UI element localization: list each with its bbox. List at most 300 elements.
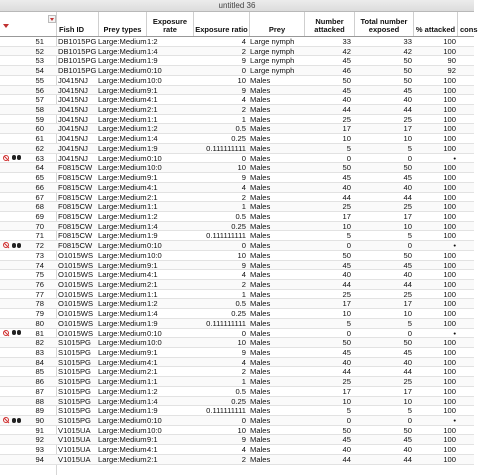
row-number[interactable]: 63	[35, 153, 44, 163]
cell-prey-types[interactable]: Large:Medium	[98, 299, 147, 309]
data-grid[interactable]	[0, 12, 478, 465]
cell-prey[interactable]: Males	[250, 163, 271, 173]
row-number[interactable]: 71	[35, 231, 44, 241]
cell-total-exposed[interactable]: 44	[403, 367, 412, 377]
cell-prey[interactable]: Males	[250, 454, 271, 464]
cell-exposure-ratio[interactable]: 2	[241, 367, 246, 377]
cell-exposure-ratio[interactable]: 10	[237, 250, 246, 260]
cell-pct-attacked[interactable]: 100	[443, 202, 456, 212]
cell-exposure-rate[interactable]: 0:10	[147, 416, 162, 426]
table-row[interactable]	[0, 426, 474, 436]
row-number[interactable]: 60	[35, 124, 44, 134]
cell-pct-attacked[interactable]: 100	[443, 435, 456, 445]
cell-prey[interactable]: Males	[250, 270, 271, 280]
cell-pct-attacked[interactable]: 100	[443, 348, 456, 357]
cell-exposure-rate[interactable]: 2:1	[147, 367, 158, 377]
cell-total-exposed[interactable]: 45	[403, 435, 412, 445]
cell-prey-types[interactable]: Large:Medium	[98, 318, 147, 328]
column-menu-icon[interactable]	[48, 15, 56, 23]
table-row[interactable]	[0, 367, 474, 377]
cell-exposure-ratio[interactable]: 10	[237, 425, 246, 435]
cell-number-attacked[interactable]: 10	[342, 134, 351, 144]
cell-prey[interactable]: Males	[250, 328, 271, 338]
cell-exposure-rate[interactable]: 1:4	[147, 396, 158, 406]
cell-number-attacked[interactable]: 5	[346, 406, 351, 416]
cell-fish-id[interactable]: F0815CW	[58, 182, 93, 192]
cell-prey-types[interactable]: Large:Medium	[98, 173, 147, 183]
cell-total-exposed[interactable]: 44	[403, 192, 412, 202]
table-row[interactable]	[0, 251, 474, 261]
cell-pct-attacked[interactable]: 100	[443, 309, 456, 319]
row-number[interactable]: 68	[35, 202, 44, 212]
cell-prey-types[interactable]: Large:Medium	[98, 250, 147, 260]
cell-fish-id[interactable]: DB1015PG	[58, 66, 97, 76]
cell-fish-id[interactable]: F0815CW	[58, 231, 93, 241]
cell-exposure-ratio[interactable]: 10	[237, 338, 246, 348]
cell-prey-types[interactable]: Large:Medium	[98, 182, 147, 192]
cell-total-exposed[interactable]: 0	[407, 153, 412, 163]
cell-total-exposed[interactable]: 50	[403, 250, 412, 260]
row-number[interactable]: 75	[35, 270, 44, 280]
cell-prey-types[interactable]: Large:Medium	[98, 134, 147, 144]
cell-total-exposed[interactable]: 17	[403, 124, 412, 134]
table-row[interactable]	[0, 115, 474, 125]
cell-total-exposed[interactable]: 5	[407, 143, 412, 153]
row-number[interactable]: 74	[35, 260, 44, 270]
cell-exposure-ratio[interactable]: 0.5	[235, 386, 246, 396]
cell-total-exposed[interactable]: 0	[407, 328, 412, 338]
row-number[interactable]: 83	[35, 348, 44, 357]
cell-prey-types[interactable]: Large:Medium	[98, 416, 147, 426]
cell-total-exposed[interactable]: 10	[403, 221, 412, 231]
cell-number-attacked[interactable]: 40	[342, 182, 351, 192]
cell-pct-attacked[interactable]: 100	[443, 173, 456, 183]
cell-prey[interactable]: Males	[250, 367, 271, 377]
cell-exposure-rate[interactable]: 1:9	[147, 318, 158, 328]
cell-pct-attacked[interactable]: 100	[443, 289, 456, 299]
cell-total-exposed[interactable]: 25	[403, 289, 412, 299]
cell-exposure-ratio[interactable]: 4	[241, 182, 246, 192]
table-row[interactable]	[0, 435, 474, 445]
cell-prey[interactable]: Large nymph	[250, 56, 295, 66]
cell-pct-attacked[interactable]: 100	[443, 250, 456, 260]
cell-exposure-ratio[interactable]: 0.25	[231, 134, 246, 144]
cell-total-exposed[interactable]: 50	[403, 163, 412, 173]
cell-pct-attacked[interactable]: 100	[443, 134, 456, 144]
cell-prey-types[interactable]: Large:Medium	[98, 95, 147, 105]
cell-fish-id[interactable]: J0415NJ	[58, 85, 88, 95]
cell-prey[interactable]: Males	[250, 85, 271, 95]
cell-number-attacked[interactable]: 17	[342, 211, 351, 221]
cell-number-attacked[interactable]: 10	[342, 309, 351, 319]
table-row[interactable]	[0, 445, 474, 455]
table-row[interactable]	[0, 37, 474, 47]
cell-prey-types[interactable]: Large:Medium	[98, 270, 147, 280]
cell-fish-id[interactable]: S1015PG	[58, 357, 91, 367]
cell-total-exposed[interactable]: 42	[403, 46, 412, 56]
cell-prey[interactable]: Males	[250, 377, 271, 387]
table-row[interactable]	[0, 299, 474, 309]
cell-exposure-rate[interactable]: 0:10	[147, 66, 162, 76]
cell-exposure-ratio[interactable]: 0.25	[231, 221, 246, 231]
cell-pct-attacked[interactable]: •	[453, 241, 456, 251]
table-row[interactable]	[0, 222, 474, 232]
cell-prey-types[interactable]: Large:Medium	[98, 289, 147, 299]
cell-total-exposed[interactable]: 25	[403, 202, 412, 212]
cell-number-attacked[interactable]: 44	[342, 454, 351, 464]
cell-prey[interactable]: Males	[250, 299, 271, 309]
cell-prey[interactable]: Males	[250, 202, 271, 212]
cell-prey-types[interactable]: Large:Medium	[98, 396, 147, 406]
row-number[interactable]: 81	[35, 328, 44, 338]
table-row[interactable]	[0, 105, 474, 115]
cell-exposure-ratio[interactable]: 1	[241, 289, 246, 299]
cell-pct-attacked[interactable]: 100	[443, 211, 456, 221]
cell-number-attacked[interactable]: 50	[342, 75, 351, 85]
cell-prey-types[interactable]: Large:Medium	[98, 279, 147, 289]
cell-number-attacked[interactable]: 25	[342, 202, 351, 212]
column-header-number-attacked[interactable]: Number attacked	[304, 12, 354, 36]
cell-prey-types[interactable]: Large:Medium	[98, 66, 147, 76]
table-row[interactable]	[0, 416, 474, 426]
row-number[interactable]: 55	[35, 75, 44, 85]
cell-prey-types[interactable]: Large:Medium	[98, 309, 147, 319]
cell-number-attacked[interactable]: 33	[342, 37, 351, 46]
table-row[interactable]	[0, 76, 474, 86]
table-row[interactable]	[0, 280, 474, 290]
cell-total-exposed[interactable]: 17	[403, 386, 412, 396]
row-number[interactable]: 56	[35, 85, 44, 95]
cell-total-exposed[interactable]: 17	[403, 299, 412, 309]
cell-number-attacked[interactable]: 17	[342, 124, 351, 134]
row-number[interactable]: 85	[35, 367, 44, 377]
table-row[interactable]	[0, 212, 474, 222]
cell-prey[interactable]: Males	[250, 114, 271, 124]
cell-exposure-ratio[interactable]: 0	[241, 66, 246, 76]
cell-exposure-rate[interactable]: 1:1	[147, 202, 158, 212]
table-row[interactable]	[0, 95, 474, 105]
cell-prey-types[interactable]: Large:Medium	[98, 163, 147, 173]
cell-prey[interactable]: Males	[250, 425, 271, 435]
cell-prey[interactable]: Males	[250, 348, 271, 357]
table-row[interactable]	[0, 134, 474, 144]
table-row[interactable]	[0, 455, 474, 465]
row-number[interactable]: 51	[35, 37, 44, 46]
cell-exposure-rate[interactable]: 1:1	[147, 114, 158, 124]
cell-total-exposed[interactable]: 10	[403, 309, 412, 319]
table-row[interactable]	[0, 56, 474, 66]
cell-fish-id[interactable]: O1015WS	[58, 328, 94, 338]
cell-fish-id[interactable]: O1015WS	[58, 260, 94, 270]
cell-exposure-rate[interactable]: 1:1	[147, 377, 158, 387]
cell-fish-id[interactable]: J0415NJ	[58, 143, 88, 153]
cell-exposure-rate[interactable]: 2:1	[147, 192, 158, 202]
cell-number-attacked[interactable]: 42	[342, 46, 351, 56]
cell-prey-types[interactable]: Large:Medium	[98, 192, 147, 202]
cell-exposure-rate[interactable]: 1:9	[147, 143, 158, 153]
cell-total-exposed[interactable]: 10	[403, 396, 412, 406]
cell-fish-id[interactable]: O1015WS	[58, 299, 94, 309]
cell-exposure-rate[interactable]: 2:1	[147, 279, 158, 289]
cell-number-attacked[interactable]: 5	[346, 143, 351, 153]
cell-pct-attacked[interactable]: 100	[443, 338, 456, 348]
cell-exposure-rate[interactable]: 1:9	[147, 231, 158, 241]
cell-pct-attacked[interactable]: 100	[443, 454, 456, 464]
cell-prey-types[interactable]: Large:Medium	[98, 367, 147, 377]
cell-prey-types[interactable]: Large:Medium	[98, 454, 147, 464]
cell-total-exposed[interactable]: 50	[403, 338, 412, 348]
cell-exposure-rate[interactable]: 1:9	[147, 406, 158, 416]
cell-number-attacked[interactable]: 46	[342, 66, 351, 76]
cell-pct-attacked[interactable]: 100	[443, 85, 456, 95]
table-row[interactable]	[0, 154, 474, 164]
cell-exposure-rate[interactable]: 1:2	[147, 37, 158, 46]
cell-prey-types[interactable]: Large:Medium	[98, 143, 147, 153]
cell-pct-attacked[interactable]: 100	[443, 163, 456, 173]
cell-total-exposed[interactable]: 5	[407, 318, 412, 328]
cell-fish-id[interactable]: DB1015PG	[58, 56, 97, 66]
cell-number-attacked[interactable]: 5	[346, 318, 351, 328]
cell-pct-attacked[interactable]: 100	[443, 318, 456, 328]
cell-exposure-ratio[interactable]: 4	[241, 357, 246, 367]
cell-pct-attacked[interactable]: 100	[443, 279, 456, 289]
cell-fish-id[interactable]: F0815CW	[58, 173, 93, 183]
row-number[interactable]: 77	[35, 289, 44, 299]
cell-fish-id[interactable]: J0415NJ	[58, 124, 88, 134]
cell-exposure-rate[interactable]: 0:10	[147, 241, 162, 251]
cell-exposure-rate[interactable]: 1:2	[147, 386, 158, 396]
cell-fish-id[interactable]: S1015PG	[58, 416, 91, 426]
cell-pct-attacked[interactable]: 92	[447, 66, 456, 76]
cell-exposure-rate[interactable]: 9:1	[147, 348, 158, 357]
cell-number-attacked[interactable]: 45	[342, 435, 351, 445]
cell-pct-attacked[interactable]: 100	[443, 75, 456, 85]
cell-number-attacked[interactable]: 45	[342, 173, 351, 183]
cell-total-exposed[interactable]: 40	[403, 445, 412, 455]
cell-pct-attacked[interactable]: 100	[443, 182, 456, 192]
cell-prey[interactable]: Males	[250, 173, 271, 183]
cell-fish-id[interactable]: S1015PG	[58, 348, 91, 357]
cell-pct-attacked[interactable]: 100	[443, 270, 456, 280]
row-number[interactable]: 64	[35, 163, 44, 173]
cell-total-exposed[interactable]: 44	[403, 279, 412, 289]
table-row[interactable]	[0, 241, 474, 251]
cell-fish-id[interactable]: DB1015PG	[58, 37, 97, 46]
table-row[interactable]	[0, 183, 474, 193]
column-header-exposure-ratio[interactable]: Exposure ratio	[193, 12, 249, 36]
cell-prey[interactable]: Males	[250, 309, 271, 319]
row-number[interactable]: 62	[35, 143, 44, 153]
cell-pct-attacked[interactable]: •	[453, 328, 456, 338]
cell-fish-id[interactable]: DB1015PG	[58, 46, 97, 56]
cell-exposure-rate[interactable]: 9:1	[147, 435, 158, 445]
row-number[interactable]: 88	[35, 396, 44, 406]
cell-prey[interactable]: Males	[250, 105, 271, 115]
cell-prey[interactable]: Males	[250, 221, 271, 231]
cell-exposure-rate[interactable]: 2:1	[147, 454, 158, 464]
cell-pct-attacked[interactable]: 100	[443, 114, 456, 124]
cell-number-attacked[interactable]: 0	[346, 153, 351, 163]
cell-total-exposed[interactable]: 40	[403, 182, 412, 192]
row-number[interactable]: 58	[35, 105, 44, 115]
cell-fish-id[interactable]: O1015WS	[58, 270, 94, 280]
cell-prey-types[interactable]: Large:Medium	[98, 114, 147, 124]
table-row[interactable]	[0, 358, 474, 368]
cell-exposure-ratio[interactable]: 2	[241, 105, 246, 115]
cell-fish-id[interactable]: S1015PG	[58, 386, 91, 396]
cell-pct-attacked[interactable]: •	[453, 153, 456, 163]
table-row[interactable]	[0, 377, 474, 387]
row-number[interactable]: 84	[35, 357, 44, 367]
cell-exposure-rate[interactable]: 10:0	[147, 250, 162, 260]
cell-exposure-ratio[interactable]: 0.111111111	[206, 318, 246, 328]
cell-prey-types[interactable]: Large:Medium	[98, 211, 147, 221]
table-row[interactable]	[0, 47, 474, 57]
row-number[interactable]: 86	[35, 377, 44, 387]
table-row[interactable]	[0, 163, 474, 173]
cell-exposure-rate[interactable]: 4:1	[147, 270, 158, 280]
cell-pct-attacked[interactable]: 100	[443, 377, 456, 387]
column-header-pct-attacked[interactable]: % attacked	[413, 12, 457, 36]
cell-fish-id[interactable]: V1015UA	[58, 425, 91, 435]
cell-exposure-ratio[interactable]: 0	[241, 416, 246, 426]
cell-exposure-rate[interactable]: 10:0	[147, 425, 162, 435]
row-number[interactable]: 91	[35, 425, 44, 435]
cell-exposure-ratio[interactable]: 4	[241, 270, 246, 280]
row-number[interactable]: 80	[35, 318, 44, 328]
table-row[interactable]	[0, 319, 474, 329]
cell-fish-id[interactable]: J0415NJ	[58, 153, 88, 163]
cell-total-exposed[interactable]: 5	[407, 406, 412, 416]
cell-exposure-rate[interactable]: 1:4	[147, 134, 158, 144]
cell-exposure-ratio[interactable]: 0	[241, 153, 246, 163]
table-row[interactable]	[0, 173, 474, 183]
cell-pct-attacked[interactable]: 100	[443, 37, 456, 46]
cell-pct-attacked[interactable]: 100	[443, 386, 456, 396]
cell-fish-id[interactable]: F0815CW	[58, 192, 93, 202]
cell-exposure-ratio[interactable]: 10	[237, 75, 246, 85]
row-number[interactable]: 66	[35, 182, 44, 192]
cell-pct-attacked[interactable]: 100	[443, 367, 456, 377]
cell-total-exposed[interactable]: 44	[403, 454, 412, 464]
table-row[interactable]	[0, 290, 474, 300]
table-row[interactable]	[0, 338, 474, 348]
cell-pct-attacked[interactable]: 100	[443, 299, 456, 309]
row-number[interactable]: 93	[35, 445, 44, 455]
cell-fish-id[interactable]: O1015WS	[58, 279, 94, 289]
table-row[interactable]	[0, 309, 474, 319]
cell-number-attacked[interactable]: 25	[342, 114, 351, 124]
table-row[interactable]	[0, 270, 474, 280]
cell-total-exposed[interactable]: 45	[403, 260, 412, 270]
cell-exposure-ratio[interactable]: 0	[241, 328, 246, 338]
cell-prey-types[interactable]: Large:Medium	[98, 386, 147, 396]
cell-prey[interactable]: Males	[250, 143, 271, 153]
cell-exposure-rate[interactable]: 10:0	[147, 338, 162, 348]
cell-exposure-rate[interactable]: 1:4	[147, 309, 158, 319]
cell-prey[interactable]: Males	[250, 134, 271, 144]
cell-exposure-rate[interactable]: 1:4	[147, 46, 158, 56]
row-number[interactable]: 87	[35, 386, 44, 396]
cell-fish-id[interactable]: F0815CW	[58, 202, 93, 212]
cell-prey[interactable]: Males	[250, 406, 271, 416]
table-row[interactable]	[0, 406, 474, 416]
cell-number-attacked[interactable]: 0	[346, 241, 351, 251]
cell-total-exposed[interactable]: 0	[407, 416, 412, 426]
cell-total-exposed[interactable]: 50	[403, 75, 412, 85]
cell-fish-id[interactable]: J0415NJ	[58, 75, 88, 85]
cell-number-attacked[interactable]: 45	[342, 85, 351, 95]
cell-exposure-rate[interactable]: 9:1	[147, 260, 158, 270]
cell-prey[interactable]: Males	[250, 182, 271, 192]
row-number[interactable]: 89	[35, 406, 44, 416]
cell-fish-id[interactable]: J0415NJ	[58, 114, 88, 124]
cell-total-exposed[interactable]: 50	[403, 56, 412, 66]
cell-prey[interactable]: Males	[250, 338, 271, 348]
cell-pct-attacked[interactable]: 100	[443, 46, 456, 56]
row-number[interactable]: 82	[35, 338, 44, 348]
cell-pct-attacked[interactable]: 100	[443, 406, 456, 416]
cell-exposure-ratio[interactable]: 9	[241, 85, 246, 95]
table-row[interactable]	[0, 329, 474, 339]
cell-total-exposed[interactable]: 10	[403, 134, 412, 144]
cell-exposure-ratio[interactable]: 0.111111111	[206, 231, 246, 241]
table-row[interactable]	[0, 193, 474, 203]
row-number[interactable]: 61	[35, 134, 44, 144]
column-header-fish-id[interactable]: Fish ID	[56, 12, 98, 36]
table-row[interactable]	[0, 397, 474, 407]
cell-prey-types[interactable]: Large:Medium	[98, 328, 147, 338]
cell-prey[interactable]: Males	[250, 192, 271, 202]
cell-total-exposed[interactable]: 40	[403, 270, 412, 280]
cell-number-attacked[interactable]: 25	[342, 377, 351, 387]
cell-exposure-rate[interactable]: 9:1	[147, 85, 158, 95]
cell-exposure-ratio[interactable]: 2	[241, 46, 246, 56]
cell-exposure-rate[interactable]: 1:2	[147, 124, 158, 134]
cell-pct-attacked[interactable]: 100	[443, 192, 456, 202]
cell-prey-types[interactable]: Large:Medium	[98, 377, 147, 387]
cell-prey-types[interactable]: Large:Medium	[98, 202, 147, 212]
cell-fish-id[interactable]: V1015UA	[58, 454, 91, 464]
cell-total-exposed[interactable]: 50	[403, 66, 412, 76]
cell-fish-id[interactable]: J0415NJ	[58, 95, 88, 105]
cell-exposure-rate[interactable]: 4:1	[147, 95, 158, 105]
cell-prey-types[interactable]: Large:Medium	[98, 348, 147, 357]
cell-fish-id[interactable]: J0415NJ	[58, 134, 88, 144]
cell-total-exposed[interactable]: 45	[403, 173, 412, 183]
row-number[interactable]: 52	[35, 46, 44, 56]
column-header-exposure-rate[interactable]: Exposure rate	[146, 12, 193, 36]
cell-prey-types[interactable]: Large:Medium	[98, 124, 147, 134]
cell-fish-id[interactable]: J0415NJ	[58, 105, 88, 115]
cell-fish-id[interactable]: F0815CW	[58, 241, 93, 251]
cell-exposure-ratio[interactable]: 0.25	[231, 309, 246, 319]
cell-total-exposed[interactable]: 5	[407, 231, 412, 241]
cell-prey-types[interactable]: Large:Medium	[98, 338, 147, 348]
row-number[interactable]: 73	[35, 250, 44, 260]
row-number[interactable]: 70	[35, 221, 44, 231]
cell-fish-id[interactable]: S1015PG	[58, 377, 91, 387]
cell-number-attacked[interactable]: 44	[342, 105, 351, 115]
cell-number-attacked[interactable]: 0	[346, 328, 351, 338]
row-number[interactable]: 79	[35, 309, 44, 319]
cell-total-exposed[interactable]: 33	[403, 37, 412, 46]
cell-exposure-ratio[interactable]: 9	[241, 260, 246, 270]
cell-fish-id[interactable]: F0815CW	[58, 163, 93, 173]
cell-pct-attacked[interactable]: 100	[443, 221, 456, 231]
cell-number-attacked[interactable]: 44	[342, 279, 351, 289]
row-number[interactable]: 67	[35, 192, 44, 202]
